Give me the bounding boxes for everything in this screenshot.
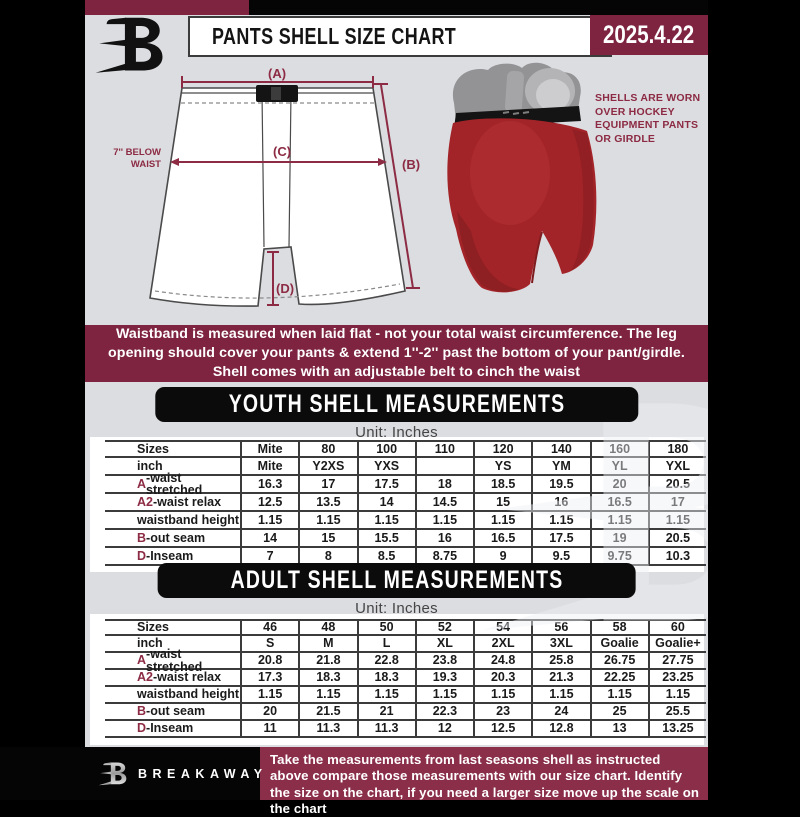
cell-value: 8.5: [357, 548, 415, 566]
cell-value: 13.5: [298, 494, 356, 512]
cell-value: 19.5: [531, 476, 589, 494]
cell-value: 21.8: [298, 653, 356, 670]
youth-heading-text: YOUTH SHELL MEASUREMENTS: [228, 390, 565, 418]
cell-value: 11.3: [357, 721, 415, 738]
cell-value: 1.15: [473, 512, 531, 530]
cell-value: 120: [473, 440, 531, 458]
cell-value: 23: [473, 704, 531, 721]
cell-value: 1.15: [415, 512, 473, 530]
info-banner-text: Waistband is measured when laid flat - not your total waist circumference. The leg opening should cover your pants & extend 1''-2'' past the bottom of your pant/girdle. Shell comes with an adjustable belt to cinch the waist: [108, 326, 685, 380]
row-label-text: inch: [137, 636, 163, 651]
row-label-prefix: A: [137, 476, 147, 491]
cell-value: 1.15: [298, 687, 356, 704]
cell-value: 46: [240, 619, 298, 636]
row-label-prefix: B: [137, 704, 147, 719]
cell-value: 18.3: [298, 670, 356, 687]
row-label-text: waistband height: [137, 687, 240, 702]
row-label-prefix: D: [137, 721, 147, 736]
row-label-text: -Inseam: [146, 548, 194, 563]
cell-value: [415, 458, 473, 476]
cell-value: 52: [415, 619, 473, 636]
diagram-label-a: (A): [268, 66, 287, 81]
cell-value: YL: [590, 458, 648, 476]
row-label: [105, 647, 240, 674]
belt-buckle-icon: [256, 85, 298, 102]
cell-value: 22.3: [415, 704, 473, 721]
waist-note: 7'' BELOW WAIST: [113, 147, 161, 170]
cell-value: 58: [590, 619, 648, 636]
cell-value: 27.75: [648, 653, 706, 670]
cell-value: 15.5: [357, 530, 415, 548]
cell-value: 22.25: [590, 670, 648, 687]
cell-value: 24.8: [473, 653, 531, 670]
cell-value: 14.5: [415, 494, 473, 512]
cell-value: 25.5: [648, 704, 706, 721]
cell-value: 1.15: [590, 687, 648, 704]
cell-value: 180: [648, 440, 706, 458]
cell-value: 24: [531, 704, 589, 721]
cell-value: 160: [590, 440, 648, 458]
cell-value: 20.5: [648, 476, 706, 494]
cell-value: 25: [590, 704, 648, 721]
cell-value: 50: [357, 619, 415, 636]
diagram-label-b: (B): [402, 157, 421, 172]
cell-value: Y2XS: [298, 458, 356, 476]
cell-value: Mite: [240, 440, 298, 458]
cell-value: Goalie: [590, 636, 648, 653]
youth-unit-label: Unit: Inches: [355, 424, 438, 441]
row-label-prefix: A2: [137, 494, 153, 509]
cell-value: 1.15: [298, 512, 356, 530]
cell-value: 18.3: [357, 670, 415, 687]
cell-value: 15: [298, 530, 356, 548]
cell-value: 10.3: [648, 548, 706, 566]
cell-value: 54: [473, 619, 531, 636]
cell-value: 2XL: [473, 636, 531, 653]
cell-value: 1.15: [415, 687, 473, 704]
cell-value: 1.15: [648, 687, 706, 704]
page-title: PANTS SHELL SIZE CHART: [212, 23, 457, 49]
cell-value: 9: [473, 548, 531, 566]
cell-value: 8: [298, 548, 356, 566]
adult-unit-label: Unit: Inches: [355, 600, 438, 617]
cell-value: 13: [590, 721, 648, 738]
cell-value: 9.5: [531, 548, 589, 566]
cell-value: M: [298, 636, 356, 653]
row-label-text: Sizes: [137, 441, 169, 456]
cell-value: 21: [357, 704, 415, 721]
cell-value: 23.8: [415, 653, 473, 670]
cell-value: 21.5: [298, 704, 356, 721]
cell-value: YM: [531, 458, 589, 476]
row-label-prefix: D: [137, 548, 147, 563]
cell-value: 12.8: [531, 721, 589, 738]
cell-value: 56: [531, 619, 589, 636]
cell-value: 25.8: [531, 653, 589, 670]
cell-value: 13.25: [648, 721, 706, 738]
top-black-strip: [249, 0, 708, 15]
cell-value: 3XL: [531, 636, 589, 653]
footer-brand-logo-icon: [98, 757, 132, 793]
row-label-prefix: B: [137, 530, 147, 545]
cell-value: 17.5: [357, 476, 415, 494]
row-label-text: -waist relax: [152, 494, 222, 509]
cell-value: 20.3: [473, 670, 531, 687]
cell-value: 17: [648, 494, 706, 512]
cell-value: YXL: [648, 458, 706, 476]
cell-value: 12.5: [240, 494, 298, 512]
cell-value: S: [240, 636, 298, 653]
row-label: [105, 670, 240, 687]
adult-heading-text: ADULT SHELL MEASUREMENTS: [230, 566, 563, 594]
cell-value: 1.15: [357, 687, 415, 704]
cell-value: 12: [415, 721, 473, 738]
row-label-text: -out seam: [146, 704, 206, 719]
cell-value: L: [357, 636, 415, 653]
youth-section-heading: [155, 387, 638, 422]
date-text: 2025.4.22: [603, 20, 695, 49]
cell-value: 11.3: [298, 721, 356, 738]
row-label-text: Sizes: [137, 620, 169, 635]
row-label: [105, 687, 240, 704]
cell-value: 1.15: [473, 687, 531, 704]
cell-value: 1.15: [357, 512, 415, 530]
row-label: [105, 512, 240, 530]
cell-value: 14: [357, 494, 415, 512]
cell-value: 80: [298, 440, 356, 458]
cell-value: 26.75: [590, 653, 648, 670]
page-title-box: [188, 16, 612, 57]
cell-value: 21.3: [531, 670, 589, 687]
shell-product-photo: [447, 63, 596, 293]
youth-measurements-table: [105, 440, 706, 566]
cell-value: 100: [357, 440, 415, 458]
cell-value: Mite: [240, 458, 298, 476]
top-accent-strip: [85, 0, 249, 15]
cell-value: YXS: [357, 458, 415, 476]
cell-value: 12.5: [473, 721, 531, 738]
footer-brand-name: BREAKAWAY: [138, 766, 268, 781]
cell-value: 1.15: [590, 512, 648, 530]
row-label-text: -waist stretched: [146, 470, 203, 497]
cell-value: 16.5: [590, 494, 648, 512]
diagram-label-d: (D): [276, 281, 295, 296]
photo-note: SHELLS ARE WORN OVER HOCKEY EQUIPMENT PANTS OR GIRDLE: [595, 92, 701, 145]
cell-value: 7: [240, 548, 298, 566]
cell-value: 140: [531, 440, 589, 458]
cell-value: 16.3: [240, 476, 298, 494]
row-label-text: waistband height: [137, 512, 240, 527]
cell-value: 19: [590, 530, 648, 548]
cell-value: XL: [415, 636, 473, 653]
cell-value: 1.15: [648, 512, 706, 530]
cell-value: 1.15: [240, 687, 298, 704]
cell-value: 14: [240, 530, 298, 548]
row-label: [105, 470, 240, 497]
info-banner: [85, 325, 708, 382]
row-label-text: -Inseam: [146, 721, 194, 736]
cell-value: 18: [415, 476, 473, 494]
cell-value: 23.25: [648, 670, 706, 687]
cell-value: 8.75: [415, 548, 473, 566]
cell-value: Goalie+: [648, 636, 706, 653]
row-label-text: inch: [137, 458, 163, 473]
cell-value: YS: [473, 458, 531, 476]
row-label-text: -out seam: [146, 530, 206, 545]
cell-value: 110: [415, 440, 473, 458]
cell-value: 60: [648, 619, 706, 636]
cell-value: 19.3: [415, 670, 473, 687]
cell-value: 22.8: [357, 653, 415, 670]
adult-section-heading: [157, 563, 636, 598]
cell-value: 48: [298, 619, 356, 636]
cell-value: 11: [240, 721, 298, 738]
cell-value: 18.5: [473, 476, 531, 494]
diagram-label-c: (C): [273, 144, 292, 159]
cell-value: 1.15: [531, 512, 589, 530]
date-badge: [590, 15, 708, 55]
footer-instructions: [260, 747, 708, 816]
cell-value: 16: [531, 494, 589, 512]
row-label-prefix: A2: [137, 670, 153, 685]
row-label: [105, 704, 240, 721]
row-label: [105, 721, 240, 738]
cell-value: 17: [298, 476, 356, 494]
cell-value: 15: [473, 494, 531, 512]
row-label-text: -waist relax: [152, 670, 222, 685]
row-label-text: -waist stretched: [146, 647, 203, 674]
cell-value: 9.75: [590, 548, 648, 566]
cell-value: 1.15: [240, 512, 298, 530]
cell-value: 16: [415, 530, 473, 548]
cell-value: 20: [590, 476, 648, 494]
adult-measurements-table: [105, 619, 706, 738]
cell-value: 20.8: [240, 653, 298, 670]
cell-value: 20: [240, 704, 298, 721]
cell-value: 16.5: [473, 530, 531, 548]
cell-value: 20.5: [648, 530, 706, 548]
row-label: [105, 530, 240, 548]
cell-value: 17.5: [531, 530, 589, 548]
footer-instructions-text: Take the measurements from last seasons shell as instructed above compare those measurements with our size chart. Identify the size on the chart, if you need a larger size move up the scale on the chart: [270, 752, 700, 816]
row-label: [105, 440, 240, 458]
row-label: [105, 619, 240, 636]
row-label: [105, 494, 240, 512]
cell-value: 1.15: [531, 687, 589, 704]
document-page: [85, 0, 708, 800]
cell-value: 17.3: [240, 670, 298, 687]
shorts-outline: [150, 88, 405, 306]
brand-logo-icon: [93, 15, 177, 81]
row-label-prefix: A: [137, 653, 147, 668]
